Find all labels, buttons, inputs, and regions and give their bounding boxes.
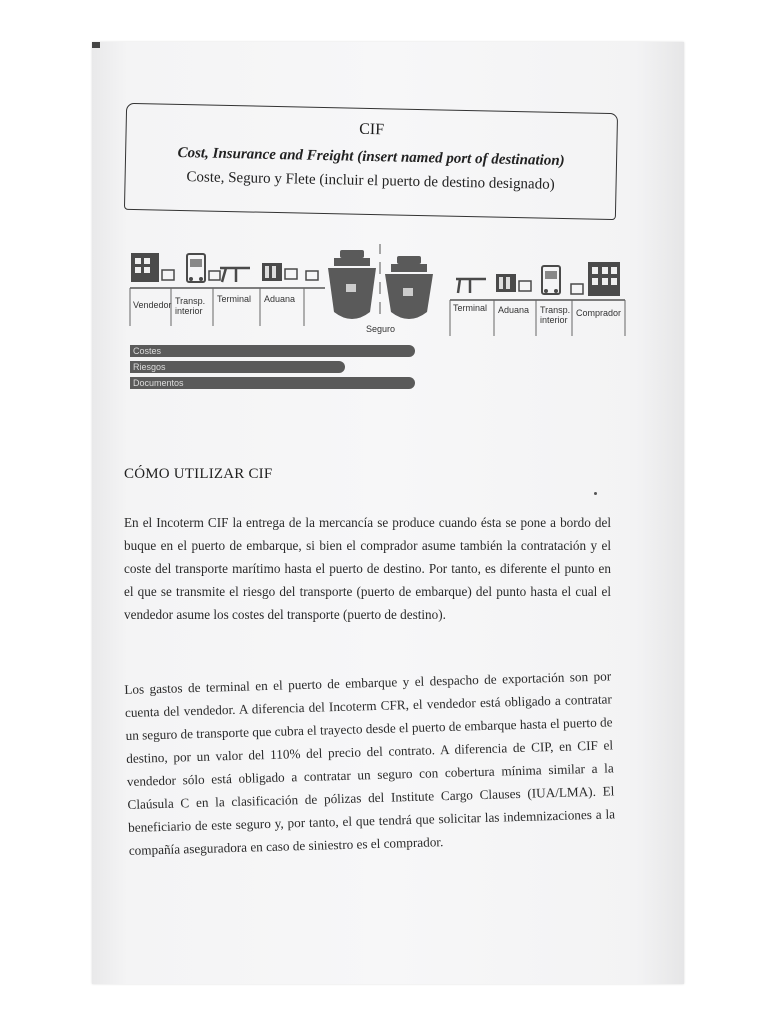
incoterm-title: CIF bbox=[359, 120, 385, 139]
step-label-inland-transport-destination: Transp. interior bbox=[540, 305, 571, 325]
risks-bar-label: Riesgos bbox=[133, 362, 166, 372]
section-heading: CÓMO UTILIZAR CIF bbox=[124, 466, 273, 482]
step-label-terminal: Terminal bbox=[217, 294, 252, 304]
documents-bar bbox=[130, 377, 415, 389]
paragraph-2: Los gastos de terminal en el puerto de embarque y el despacho de exportación son por cuenta del vendedor. A diferencia del Incoterm CFR, el vendedor está obligado a contratar un seguro de transporte que cubra el trayecto desde el puerto de embarque hasta el puerto de destino, por un valor del 110% del precio del contrato. A diferencia de CIP, en CIF el vendedor sólo está obligado a contratar un seguro con cobertura mínima similar a la Claúsula C en la clasificación de pólizas del Institute Cargo Clauses (IUA/LMA). El beneficiario de este seguro y, por tanto, el que tendrá que solicitar las indemnizaciones a la compañía aseguradora en caso de siniestro es el comprador. bbox=[124, 668, 616, 858]
ship-icon bbox=[385, 256, 433, 319]
incoterm-subtitle-es: Coste, Seguro y Flete (incluir el puerto de destino designado) bbox=[186, 169, 555, 193]
terminal-crane-icon bbox=[456, 279, 486, 293]
incoterm-subtitle-en: Cost, Insurance and Freight (insert named port of destination) bbox=[177, 144, 565, 170]
buyer-building-icon bbox=[588, 262, 620, 296]
truck-icon bbox=[187, 254, 220, 282]
truck-icon bbox=[542, 266, 583, 294]
customs-building-icon bbox=[262, 263, 318, 281]
diagram-icons bbox=[0, 0, 768, 420]
costs-bar bbox=[130, 345, 415, 357]
insurance-label: Seguro bbox=[366, 324, 396, 334]
customs-building-icon bbox=[496, 274, 531, 292]
seller-building-icon bbox=[131, 253, 174, 282]
step-label-inland-transport: Transp. interior bbox=[175, 296, 206, 316]
terminal-crane-icon bbox=[220, 268, 250, 282]
step-label-buyer: Comprador bbox=[576, 308, 622, 318]
documents-bar-label: Documentos bbox=[133, 378, 184, 388]
speck-mark bbox=[594, 492, 597, 495]
ship-icon bbox=[328, 250, 376, 319]
paragraph-1: En el Incoterm CIF la entrega de la mercancía se produce cuando ésta se pone a bordo del buque en el puerto de embarque, si bien el comprador asume también la contratación y el coste del transporte marítimo hasta el puerto de destino. Por tanto, es diferente el punto en el que se transmite el riesgo del transporte (puerto de embarque) del punto hasta el cual el vendedor asume los costes del transporte (puerto de destino). bbox=[124, 515, 611, 622]
risks-bar bbox=[130, 361, 345, 373]
step-label-terminal-destination: Terminal bbox=[453, 303, 488, 313]
step-label-customs-destination: Aduana bbox=[498, 305, 530, 315]
costs-bar-label: Costes bbox=[133, 346, 162, 356]
step-label-customs: Aduana bbox=[264, 294, 296, 304]
step-label-seller: Vendedor bbox=[133, 300, 172, 310]
